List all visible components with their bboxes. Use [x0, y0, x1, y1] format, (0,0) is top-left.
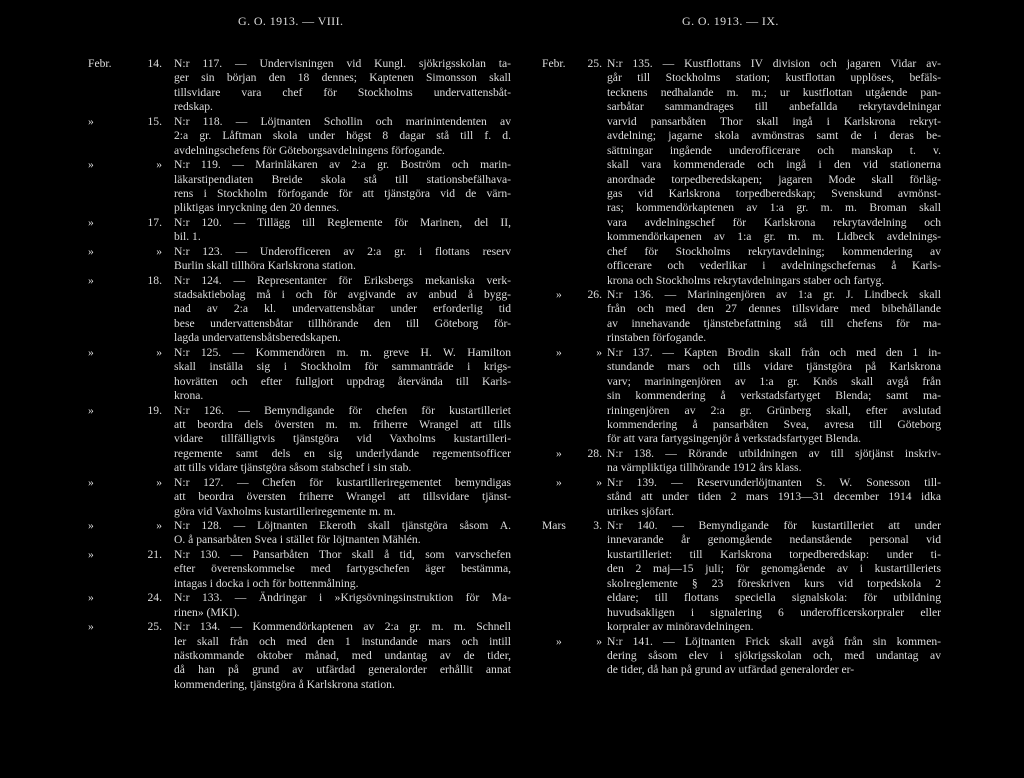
- entry-text-line: bese undervattensbåtar tillhörande den till Göteborg för-: [174, 316, 511, 330]
- entry-text-line: ler skall från och med den 1 instundande mars och intill: [174, 634, 511, 648]
- entry-text-line: att tills vidare tjänstgöra såsom stabschef i sin stab.: [174, 461, 412, 475]
- entry-text-line: stånd att under tiden 2 mars 1913—31 december 1914 idka: [607, 490, 941, 504]
- entry-row: [0, 375, 520, 389]
- entry-month: »: [88, 620, 94, 634]
- entry-month: »: [88, 345, 94, 359]
- order-entry: [0, 591, 520, 620]
- entry-text-line: utrikes sjöfart.: [607, 504, 674, 518]
- entry-row: [520, 259, 1024, 273]
- entry-row: [520, 230, 1024, 244]
- entry-text-line: varvid pansarbåten Thor skall ingå i Karlskrona rekryt-: [607, 114, 941, 128]
- entry-text-line: N:r 123. — Underofficeren av 2:a gr. i flottans reserv: [174, 244, 511, 258]
- entry-text-line: anordnade torpedberedskapen; jagaren Mode skall förläg-: [607, 172, 941, 186]
- entry-text-line: kommendering, tjänstgöra å Karlskrona station.: [174, 677, 395, 691]
- entry-text-line: N:r 136. — Mariningenjören av 1:a gr. J. Lindbeck skall: [607, 288, 941, 301]
- entry-row: [520, 317, 1024, 331]
- entry-text-line: intagas i docka i och för bottenmålning.: [174, 576, 359, 590]
- entry-text-line: avdelning; jagarne skola avmönstras samt de i deras be-: [607, 129, 941, 143]
- order-entry: [0, 346, 520, 404]
- entry-text-line: sättningar ingående underofficerare och manskap t. v.: [607, 143, 941, 157]
- entry-month: »: [88, 215, 94, 229]
- entry-day: 21.: [147, 547, 162, 561]
- entry-row: [0, 562, 520, 576]
- order-entry: [0, 548, 520, 591]
- entry-text-line: bil. 1.: [174, 230, 201, 244]
- entry-row: [0, 476, 520, 490]
- entry-row: [520, 476, 1024, 490]
- entry-row: [520, 144, 1024, 158]
- entry-text-line: rinstaben förfogande.: [607, 331, 707, 345]
- entry-row: [0, 447, 520, 461]
- entry-row: [520, 331, 1024, 345]
- entry-text-line: göra vid Vaxholms kustartilleriregemente m. m.: [174, 504, 396, 518]
- order-entry: [0, 519, 520, 548]
- entry-row: [0, 57, 520, 71]
- order-entry: [520, 57, 1024, 288]
- entry-text-line: den 2 maj—15 juli; för genomgående av i kustartilleriets: [607, 562, 941, 576]
- entry-day: 14.: [147, 57, 162, 70]
- entry-day: 19.: [147, 403, 162, 417]
- entry-text-line: nästkommande oktober månad, med undantag av de tider,: [174, 648, 511, 662]
- entry-text-line: ras; kommendörkaptenen av 1:a gr. m. m. Broman skall: [607, 201, 941, 215]
- entry-month: »: [88, 475, 94, 489]
- order-entry: [0, 404, 520, 476]
- entry-row: [0, 245, 520, 259]
- order-entry: [520, 476, 1024, 519]
- entry-text-line: korpraler av minöravdelningen.: [607, 620, 754, 634]
- entry-text-line: krona.: [174, 389, 204, 403]
- entry-row: [520, 86, 1024, 100]
- entry-row: [0, 606, 520, 620]
- order-entry: [520, 346, 1024, 447]
- order-entry: [0, 476, 520, 519]
- entry-row: [0, 519, 520, 533]
- entry-row: [520, 505, 1024, 519]
- entry-day: 25.: [147, 620, 162, 634]
- entry-row: [0, 649, 520, 663]
- entry-row: [520, 375, 1024, 389]
- entry-text-line: att beordra översten friherre Wrangel att tillsvidare tjänst-: [174, 490, 511, 504]
- entry-row: [0, 360, 520, 374]
- entry-row: [520, 606, 1024, 620]
- order-entry: [520, 288, 1024, 346]
- entry-row: [0, 505, 520, 519]
- entry-text-line: stadsaktiebolag må i och för avgivande av anbud å bygg-: [174, 288, 511, 301]
- entry-day: 25.: [587, 57, 602, 70]
- entry-row: [0, 663, 520, 677]
- entry-text-line: avdelningschefens för Göteborgsavdelningens förfogande.: [174, 143, 445, 157]
- entry-row: [520, 635, 1024, 649]
- entry-row: [520, 461, 1024, 475]
- right-page: [520, 0, 1024, 778]
- entry-day: »: [596, 634, 602, 648]
- entry-text-line: tillsvidare vara chef för Stockholms undervattensbåt-: [174, 85, 511, 99]
- entry-month: »: [88, 547, 94, 561]
- page-header: G. O. 1913. — VIII.: [238, 14, 344, 28]
- entry-row: [0, 620, 520, 634]
- entry-row: [520, 158, 1024, 172]
- entry-text-line: regemente samt dels en sig underlydande regementsofficer: [174, 446, 511, 460]
- entry-row: [520, 288, 1024, 302]
- entry-text-line: N:r 130. — Pansarbåten Thor skall å tid, som varvschefen: [174, 547, 511, 561]
- entry-row: [520, 591, 1024, 605]
- entry-day: 17.: [147, 215, 162, 229]
- entry-text-line: vara avdelningschef för Karlskrona rekrytavdelning och: [607, 215, 941, 229]
- entry-text-line: gas vid Karlskrona torpedberedskap; Svenskund avmönst-: [607, 186, 941, 200]
- entry-text-line: N:r 124. — Representanter för Eriksbergs mekaniska verk-: [174, 273, 511, 287]
- entry-row: [520, 404, 1024, 418]
- entry-row: [0, 144, 520, 158]
- entry-text-line: N:r 133. — Ändringar i »Krigsövningsinstruktion för Ma-: [174, 591, 511, 605]
- entry-text-line: skolreglemente § 23 föreskriven kurs vid torpedskola 2: [607, 576, 941, 590]
- entry-text-line: huvudsakligen i signalering 6 underofficerskorpraler eller: [607, 605, 941, 619]
- entry-month: Febr.: [88, 57, 112, 70]
- entry-row: [0, 317, 520, 331]
- entry-month: »: [88, 591, 94, 605]
- entry-day: »: [156, 158, 162, 172]
- entry-month: »: [556, 446, 562, 460]
- entry-month: Mars: [542, 519, 566, 532]
- entry-day: »: [596, 475, 602, 489]
- entry-day: »: [156, 244, 162, 258]
- entry-text-line: lagda undervattensbåtsberedskapen.: [174, 331, 341, 345]
- page-header: G. O. 1913. — IX.: [682, 14, 779, 28]
- entry-row: [520, 663, 1024, 677]
- entry-row: [520, 577, 1024, 591]
- order-entry: [0, 115, 520, 158]
- entry-row: [0, 404, 520, 418]
- entry-row: [520, 519, 1024, 533]
- order-entry: [0, 245, 520, 274]
- order-entry: [520, 447, 1024, 476]
- entry-row: [520, 71, 1024, 85]
- entry-text-line: de tider, då han på grund av utfärdad generalorder er-: [607, 663, 855, 677]
- entry-row: [0, 678, 520, 692]
- entry-row: [520, 548, 1024, 562]
- entry-row: [520, 100, 1024, 114]
- entry-month: »: [88, 403, 94, 417]
- entry-text-line: N:r 137. — Kapten Brodin skall från och med den 1 in-: [607, 345, 941, 359]
- entry-row: [0, 274, 520, 288]
- entry-text-line: N:r 119. — Marinläkaren av 2:a gr. Boström och marin-: [174, 158, 511, 172]
- entry-day: 26.: [587, 288, 602, 301]
- entry-text-line: eldare; till flottans speciella signalskola: för utbildning: [607, 591, 941, 605]
- entry-text-line: dering såsom elev i sjökrigsskolan och, med undantag av: [607, 648, 941, 662]
- entry-month: Febr.: [542, 57, 566, 70]
- entry-text-line: sin kommendering å verkstadsfartyget Blenda; samt ma-: [607, 389, 941, 403]
- order-entry: [0, 620, 520, 692]
- entry-month: »: [88, 244, 94, 258]
- entry-text-line: rinen» (MKI).: [174, 605, 240, 619]
- entry-row: [0, 100, 520, 114]
- entry-day: 28.: [587, 446, 602, 460]
- entry-row: [520, 274, 1024, 288]
- entry-text-line: redskap.: [174, 100, 213, 114]
- entry-row: [520, 649, 1024, 663]
- entry-row: [520, 490, 1024, 504]
- entry-text-line: sarbåtar sammandrages till anbefallda rekrytavdelningar: [607, 100, 941, 114]
- entry-text-line: chef för Stockholms rekrytavdelning; kommendering av: [607, 244, 941, 258]
- entry-text-line: rens i Stockholm förfogande för att tjänstgöra vid de värn-: [174, 186, 511, 200]
- entry-row: [520, 216, 1024, 230]
- entry-row: [0, 635, 520, 649]
- entry-text-line: går till Stockholms station; kustflottan upplöses, befäls-: [607, 71, 941, 85]
- entry-row: [0, 302, 520, 316]
- entry-row: [0, 71, 520, 85]
- entry-row: [520, 173, 1024, 187]
- entry-day: »: [156, 519, 162, 532]
- entry-day: 24.: [147, 591, 162, 605]
- entry-row: [520, 418, 1024, 432]
- entry-text-line: för att vara fartygsingenjör å verkstadsfartyget Blenda.: [607, 432, 861, 446]
- entry-row: [0, 216, 520, 230]
- entry-row: [520, 302, 1024, 316]
- order-list: [0, 57, 520, 692]
- entry-row: [520, 533, 1024, 547]
- order-entry: [0, 158, 520, 216]
- entry-text-line: varv; mariningenjören av 1:a gr. Knös skall avgå från: [607, 374, 941, 388]
- entry-row: [520, 360, 1024, 374]
- entry-month: »: [556, 475, 562, 489]
- entry-row: [0, 187, 520, 201]
- entry-text-line: tecknens nedhalande m. m.; ur kustflottan utgående pan-: [607, 85, 941, 99]
- entry-day: 3.: [593, 519, 602, 532]
- entry-month: »: [556, 345, 562, 359]
- entry-row: [0, 346, 520, 360]
- entry-text-line: N:r 139. — Reservunderlöjtnanten S. W. Sonesson till-: [607, 475, 941, 489]
- entry-text-line: N:r 141. — Löjtnanten Frick skall avgå från sin kommen-: [607, 634, 941, 648]
- order-entry: [520, 635, 1024, 678]
- entry-text-line: N:r 117. — Undervisningen vid Kungl. sjökrigsskolan ta-: [174, 57, 511, 70]
- entry-day: 15.: [147, 114, 162, 128]
- entry-text-line: N:r 134. — Kommendörkaptenen av 2:a gr. m. m. Schnell: [174, 620, 511, 634]
- entry-row: [0, 490, 520, 504]
- entry-row: [0, 548, 520, 562]
- entry-day: »: [596, 345, 602, 359]
- entry-row: [520, 201, 1024, 215]
- entry-month: »: [556, 634, 562, 648]
- entry-month: »: [556, 288, 562, 301]
- entry-row: [0, 288, 520, 302]
- entry-text-line: kommendörkapenen av 1:a gr. m. m. Lidbeck avdelnings-: [607, 230, 941, 244]
- entry-text-line: riningenjören av 2:a gr. Grünberg skall, efter avslutad: [607, 403, 941, 417]
- order-entry: [0, 274, 520, 346]
- entry-text-line: kustartilleriet: till Karlskrona torpedberedskap: under ti-: [607, 547, 941, 561]
- entry-text-line: N:r 126. — Bemyndigande för chefen för kustartilleriet: [174, 403, 511, 417]
- entry-row: [0, 115, 520, 129]
- entry-text-line: vidare tillfälligtvis tjänstgöra vid Vaxholms kustartilleri-: [174, 432, 511, 446]
- entry-day: »: [156, 345, 162, 359]
- entry-text-line: N:r 135. — Kustflottans IV division och jagaren Vidar av-: [607, 57, 941, 70]
- entry-text-line: N:r 127. — Chefen för kustartilleriregementet bemyndigas: [174, 475, 511, 489]
- entry-row: [520, 187, 1024, 201]
- entry-row: [0, 389, 520, 403]
- entry-text-line: då han på grund av utfärdad generalorder erhållit annat: [174, 663, 511, 677]
- entry-row: [520, 115, 1024, 129]
- entry-row: [520, 346, 1024, 360]
- entry-row: [520, 447, 1024, 461]
- entry-day: »: [156, 475, 162, 489]
- entry-row: [520, 562, 1024, 576]
- entry-text-line: stundande mars och tills vidare tjänstgöra på Karlskrona: [607, 360, 941, 374]
- entry-text-line: pliktigas inryckning den 20 dennes.: [174, 201, 340, 215]
- entry-row: [0, 331, 520, 345]
- order-entry: [0, 57, 520, 115]
- entry-row: [0, 591, 520, 605]
- entry-text-line: N:r 128. — Löjtnanten Ekeroth skall tjänstgöra såsom A.: [174, 519, 511, 532]
- entry-row: [520, 245, 1024, 259]
- order-entry: [520, 519, 1024, 635]
- entry-text-line: av innehavande tjänstebefattning stå till chefens för ma-: [607, 316, 941, 330]
- entry-row: [0, 201, 520, 215]
- entry-month: »: [88, 114, 94, 128]
- entry-month: »: [88, 273, 94, 287]
- entry-month: »: [88, 158, 94, 172]
- entry-text-line: läkarstipendiaten Breide skola stå till stationsbefälhava-: [174, 172, 511, 186]
- entry-row: [520, 389, 1024, 403]
- entry-row: [0, 259, 520, 273]
- entry-text-line: att beordra dels översten m. m. friherre Wrangel att tills: [174, 417, 511, 431]
- entry-row: [0, 230, 520, 244]
- entry-row: [0, 158, 520, 172]
- entry-text-line: O. å pansarbåten Svea i stället för löjtnanten Mählén.: [174, 533, 421, 547]
- entry-row: [520, 129, 1024, 143]
- entry-row: [520, 57, 1024, 71]
- entry-day: 18.: [147, 273, 162, 287]
- entry-text-line: kommendering å pansarbåten Svea, avresa till Göteborg: [607, 417, 941, 431]
- order-entry: [0, 216, 520, 245]
- entry-text-line: innevarande år genomgående nedanstående personal vid: [607, 533, 941, 547]
- entry-text-line: N:r 140. — Bemyndigande för kustartilleriet att under: [607, 519, 941, 532]
- entry-text-line: från och med den 27 dennes tillsvidare med bibehållande: [607, 302, 941, 316]
- entry-row: [0, 432, 520, 446]
- entry-text-line: N:r 125. — Kommendören m. m. greve H. W. Hamilton: [174, 345, 511, 359]
- entry-text-line: na värnpliktiga tillhörande 1912 års klass.: [607, 461, 802, 475]
- entry-text-line: ger sin början den 18 dennes; Kaptenen Simonsson skall: [174, 71, 511, 85]
- order-list: [520, 57, 1024, 678]
- entry-row: [0, 129, 520, 143]
- entry-row: [0, 173, 520, 187]
- entry-row: [520, 620, 1024, 634]
- entry-text-line: officerare och vederlikar i avdelningschefernas å Karls-: [607, 259, 941, 273]
- entry-row: [0, 461, 520, 475]
- entry-row: [0, 577, 520, 591]
- entry-month: »: [88, 519, 94, 532]
- entry-row: [0, 86, 520, 100]
- entry-row: [0, 418, 520, 432]
- entry-text-line: skall inställa sig i Stockholm för sammanträde i krigs-: [174, 360, 511, 374]
- entry-text-line: Burlin skall tillhöra Karlskrona station.: [174, 259, 356, 273]
- entry-row: [0, 533, 520, 547]
- entry-text-line: krona och Stockholms rekrytavdelningars staber och fartyg.: [607, 273, 885, 287]
- entry-text-line: nad av 2:a kl. undervattensbåtar under erforderlig tid: [174, 302, 511, 316]
- entry-row: [520, 432, 1024, 446]
- entry-text-line: N:r 138. — Rörande utbildningen av till sjötjänst inskriv-: [607, 446, 941, 460]
- entry-text-line: 2:a gr. Låftman skola under högst 8 dagar stå till f. d.: [174, 129, 511, 143]
- entry-text-line: N:r 118. — Löjtnanten Schollin och marinintendenten av: [174, 114, 511, 128]
- entry-text-line: hovrätten och efter fullgjort uppdrag återvända till Karls-: [174, 374, 511, 388]
- entry-text-line: N:r 120. — Tillägg till Reglemente för Marinen, del II,: [174, 215, 511, 229]
- entry-text-line: efter överenskommelse med fartygschefen äger bestämma,: [174, 562, 511, 576]
- entry-text-line: skall vara kommenderade och ingå i den vid stationerna: [607, 158, 941, 172]
